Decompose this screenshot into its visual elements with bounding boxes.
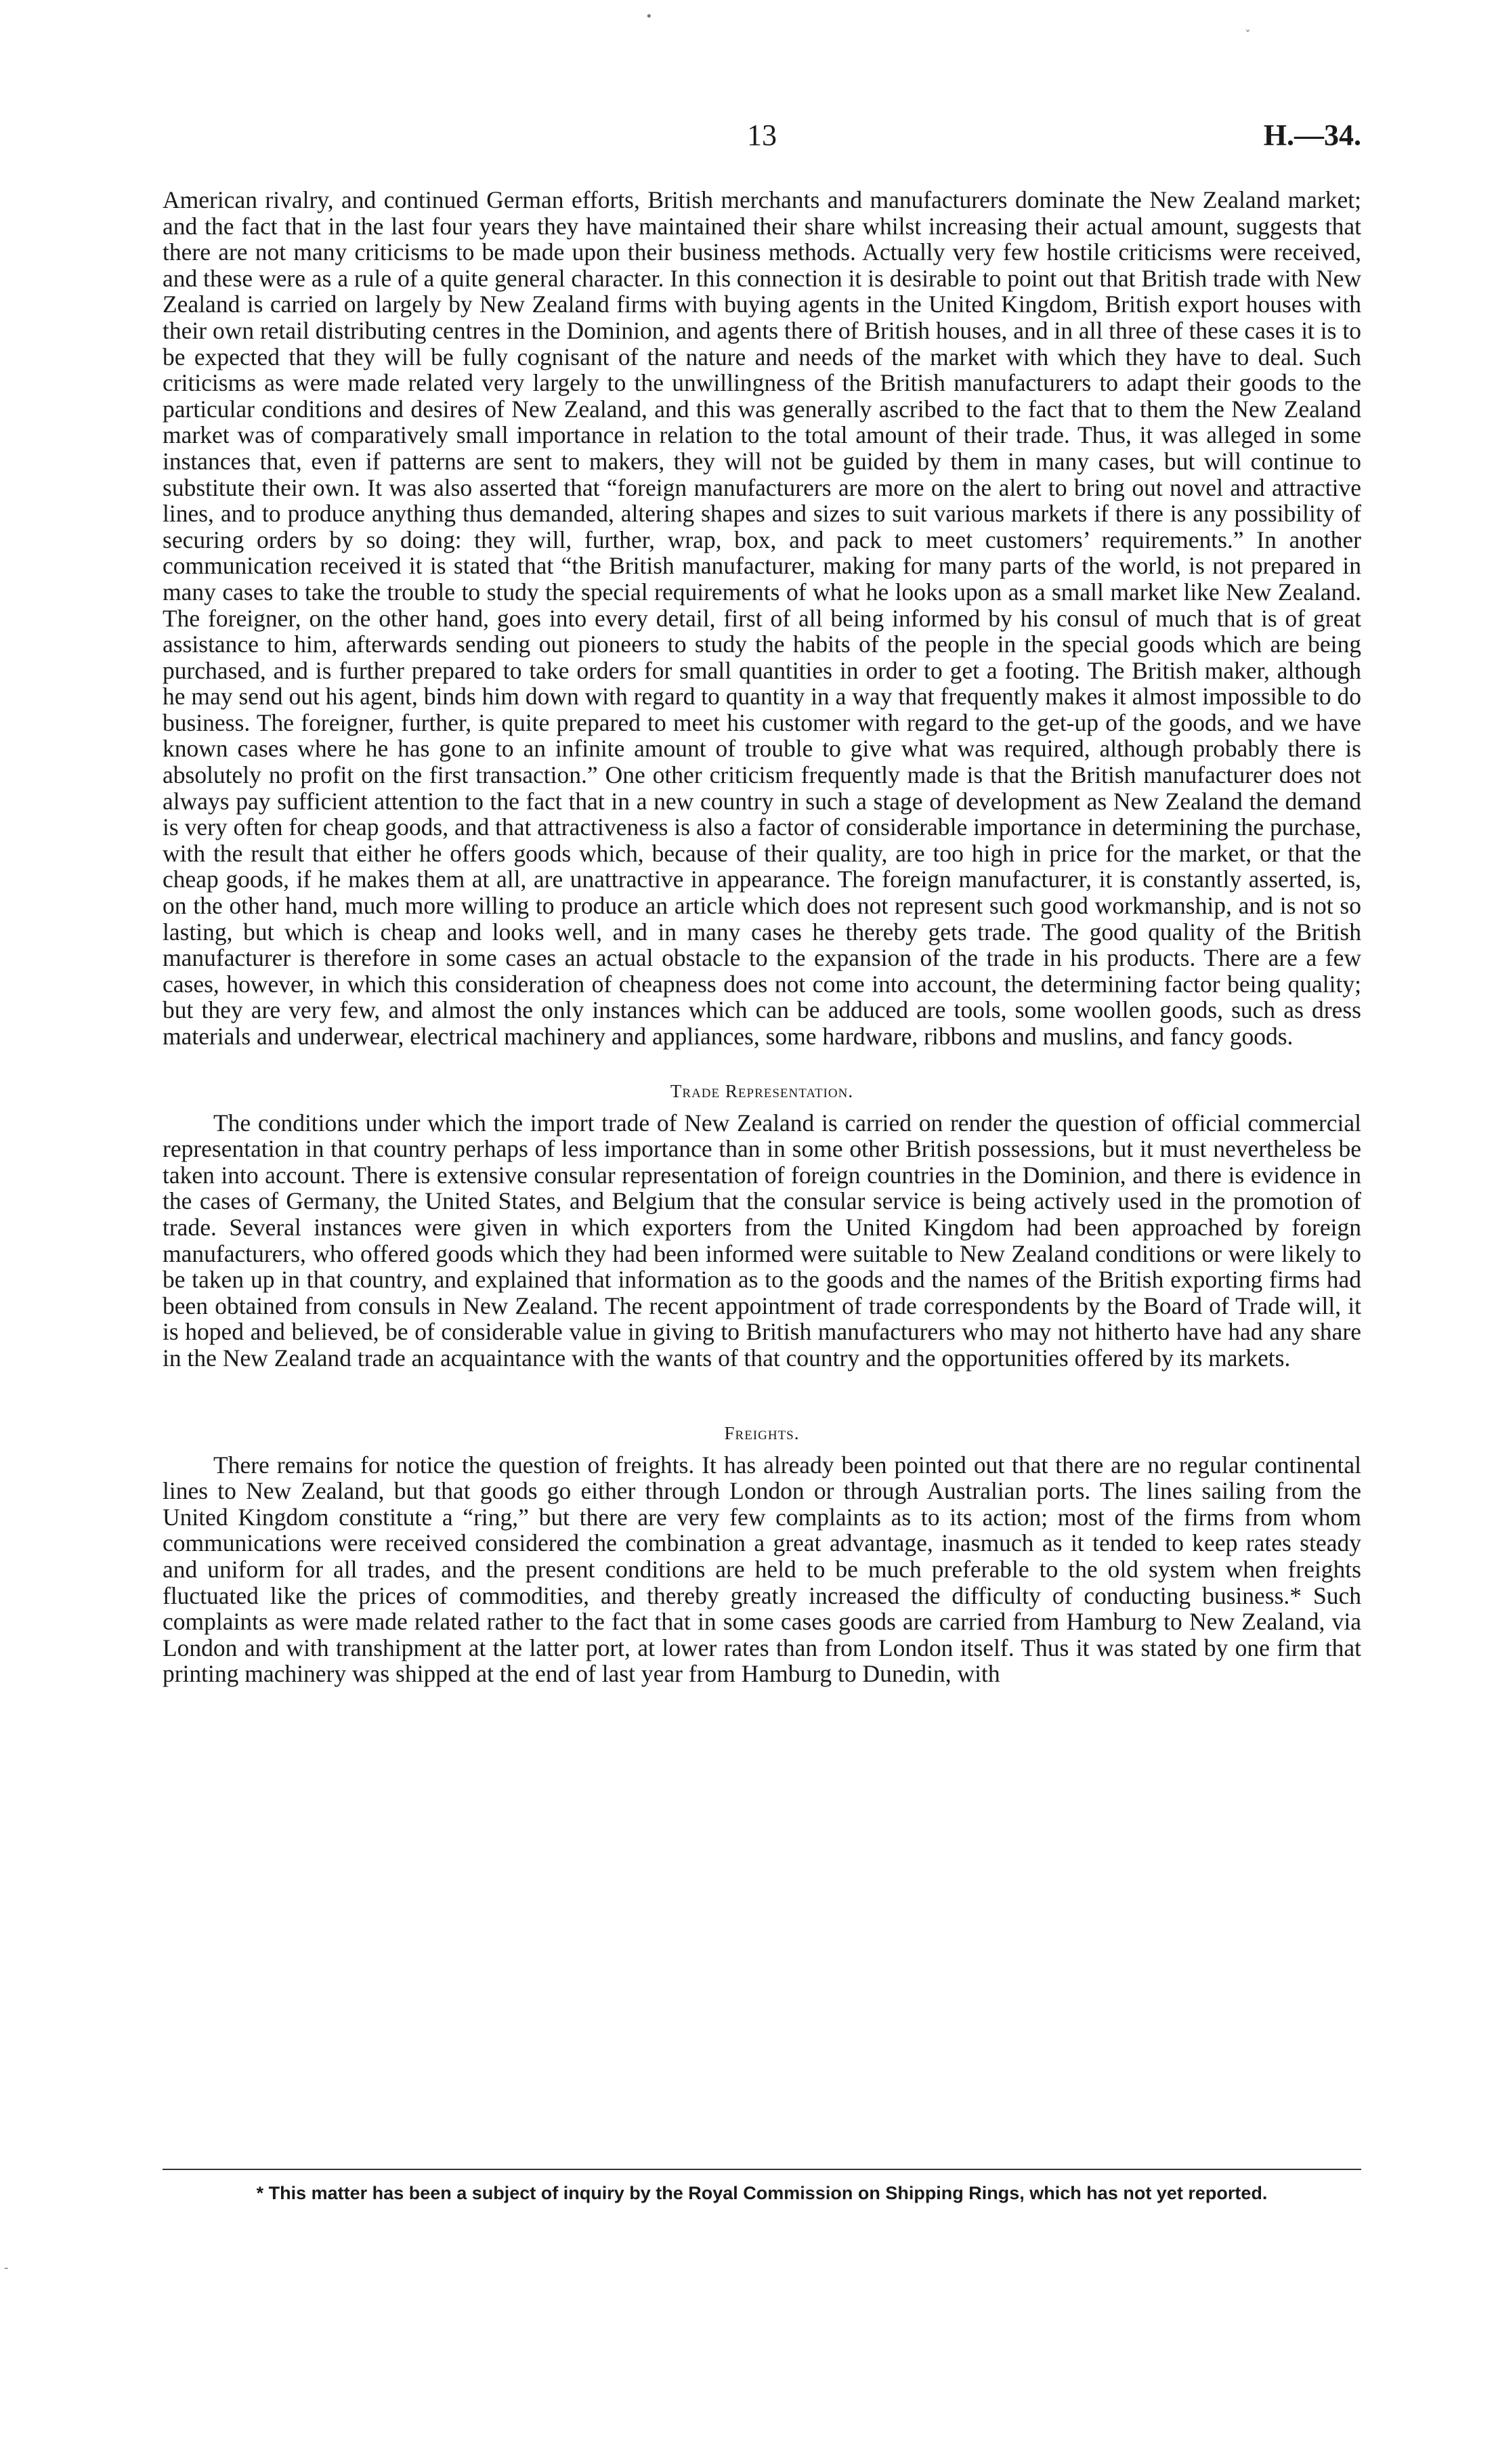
- scan-speck: •: [645, 9, 653, 24]
- scan-speck: ‐: [4, 2261, 9, 2275]
- paragraph-freights: There remains for notice the question of freights. It has already been pointed out that there are no regular continental lines to New Zealand, but that goods go either through London or through Australian ports. The lines sailing from the United Kingdom constitute a “ring,” but there are very few complaints as to its action; most of the firms from whom communications were received considered the combination a great advantage, inasmuch as it tended to keep rates steady and uniform for all trades, and the present conditions are held to be much preferable to the old system when freights fluctuated like the prices of commodities, and thereby greatly increased the difficulty of conducting business.* Such complaints as were made related rather to the fact that in some cases goods are carried from Hamburg to New Zealand, via London and with transhipment at the latter port, at lower rates than from London itself. Thus it was stated by one firm that printing machinery was shipped at the end of last year from Hamburg to Dunedin, with: [163, 1451, 1361, 1688]
- paragraph-trade-representation: The conditions under which the import trade of New Zealand is carried on render the question of official commercial representation in that country perhaps of less importance than in some other British possessions, but it must nevertheless be taken into account. There is extensive consular representation of foreign countries in the Dominion, and there is evidence in the cases of Germany, the United States, and Belgium that the consular service is being actively used in the promotion of trade. Several instances were given in which exporters from the United Kingdom had been approached by foreign manufacturers, who offered goods which they had been informed were suitable to New Zealand conditions or were likely to be taken up in that country, and explained that information as to the goods and the names of the British exporting firms had been obtained from consuls in New Zealand. The recent appointment of trade correspondents by the Board of Trade will, it is hoped and believed, be of considerable value in giving to British manufacturers who may not hitherto have had any share in the New Zealand trade an acquaintance with the wants of that country and the opportunities offered by its markets.: [163, 1109, 1361, 1372]
- page-number: 13: [747, 119, 777, 152]
- footnote: * This matter has been a subject of inquiry by the Royal Commission on Shipping Rings, which has not yet reported.: [256, 2183, 1268, 2203]
- paragraph-intro: American rivalry, and continued German efforts, British merchants and manufacturers dominate the New Zealand market; and the fact that in the last four years they have maintained their share whilst increasing their actual amount, suggests that there are not many criticisms to be made upon their business methods. Actually very few hostile criticisms were received, and these were as a rule of a quite general character. In this connection it is desirable to point out that British trade with New Zealand is carried on largely by New Zealand firms with buying agents in the United Kingdom, British export houses with their own retail distributing centres in the Dominion, and agents there of British houses, and in all three of these cases it is to be expected that they will be fully cognisant of the nature and needs of the market with which they have to deal. Such criticisms as were made related very largely to the unwillingness of the British manufacturers to adapt their goods to the particular conditions and desires of New Zealand, and this was generally ascribed to the fact that to them the New Zealand market was of comparatively small importance in relation to the total amount of their trade. Thus, it was alleged in some instances that, even if patterns are sent to makers, they will not be guided by them in many cases, but will continue to substitute their own. It was also asserted that “foreign manufacturers are more on the alert to bring out novel and attractive lines, and to produce anything thus demanded, altering shapes and sizes to suit various markets if there is any possibility of securing orders by so doing: they will, further, wrap, box, and pack to meet customers’ requirements.” In another communication received it is stated that “the British manufacturer, making for many parts of the world, is not prepared in many cases to take the trouble to study the special requirements of what he looks upon as a small market like New Zealand. The foreigner, on the other hand, goes into every detail, first of all being informed by his consul of much that is of great assistance to him, afterwards sending out pioneers to study the habits of the people in the special goods which are being purchased, and is further prepared to take orders for small quantities in order to get a footing. The British maker, although he may send out his agent, binds him down with regard to quantity in a way that frequently makes it almost impossible to do business. The foreigner, further, is quite prepared to meet his customer with regard to the get-up of the goods, and we have known cases where he has gone to an infinite amount of trouble to give what was required, although probably there is absolutely no profit on the first transaction.” One other criticism frequently made is that the British manufacturer does not always pay sufficient attention to the fact that in a new country in such a stage of development as New Zealand the demand is very often for cheap goods, and that attractiveness is also a factor of considerable importance in determining the purchase, with the result that either he offers goods which, because of their quality, are too high in price for the market, or that the cheap goods, if he makes them at all, are unattractive in appearance. The foreign manufacturer, it is constantly asserted, is, on the other hand, much more willing to produce an article which does not represent such good workmanship, and is not so lasting, but which is cheap and looks well, and in many cases he thereby gets trade. The good quality of the British manufacturer is therefore in some cases an actual obstacle to the expansion of the trade in his products. There are a few cases, however, in which this consideration of cheapness does not come into account, the determining factor being quality; but they are very few, and almost the only instances which can be adduced are tools, some woollen goods, such as dress materials and underwear, electrical machinery and appliances, some hardware, ribbons and muslins, and fancy goods.: [163, 186, 1361, 1050]
- document-reference: H.—34.: [1263, 119, 1361, 152]
- footnote-divider: [163, 2169, 1361, 2170]
- section-title-trade-representation: Trade Representation.: [670, 1080, 854, 1101]
- body-text: [163, 187, 1361, 1687]
- scan-speck: ˇ: [1245, 28, 1251, 43]
- section-title-freights: Freights.: [724, 1422, 800, 1443]
- page-header: [163, 121, 1361, 161]
